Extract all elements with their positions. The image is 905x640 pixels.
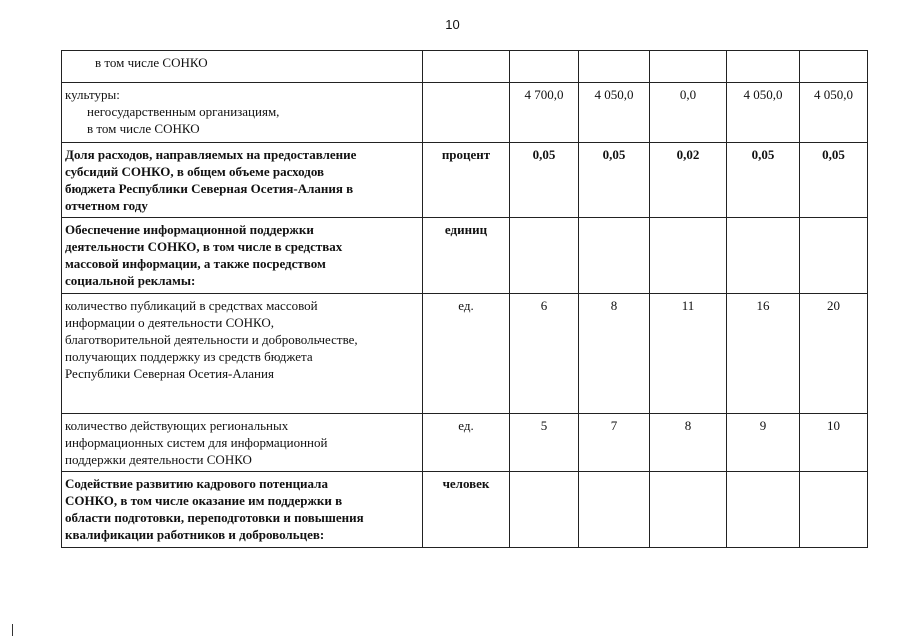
indicator-description-cell (62, 294, 423, 414)
indicator-description-line: поддержки деятельности СОНКО (65, 452, 252, 467)
value-cell-year-4: 16 (727, 294, 800, 414)
value-cell-year-3: 8 (650, 414, 727, 472)
indicator-description-line: Республики Северная Осетия-Алания (65, 366, 274, 381)
value-cell-year-4 (727, 218, 800, 294)
indicator-description-cell (62, 83, 423, 143)
indicator-description-line: субсидий СОНКО, в общем объеме расходов (65, 164, 325, 179)
table-row (62, 472, 868, 548)
indicator-description-line: негосударственным организациям, (87, 104, 280, 119)
value-cell-year-3 (650, 51, 727, 83)
value-cell-year-3: 0,0 (650, 83, 727, 143)
value-cell-year-2: 7 (579, 414, 650, 472)
indicator-description-line: бюджета Республики Северная Осетия-Алания в (65, 181, 354, 196)
unit-cell: единиц (423, 218, 510, 294)
table-row (62, 218, 868, 294)
page-number: 10 (445, 17, 460, 32)
table-row (62, 83, 868, 143)
value-cell-year-3 (650, 472, 727, 548)
indicator-description-cell (62, 414, 423, 472)
value-cell-year-1: 5 (510, 414, 579, 472)
value-cell-year-4 (727, 51, 800, 83)
value-cell-year-2: 8 (579, 294, 650, 414)
indicator-description-line: в том числе СОНКО (87, 121, 200, 136)
value-cell-year-5 (800, 472, 868, 548)
indicator-description-line: Доля расходов, направляемых на предоставление (65, 147, 357, 162)
indicator-description-line: квалификации работников и добровольцев: (65, 527, 325, 542)
value-cell-year-1: 0,05 (510, 143, 579, 218)
scan-edge-mark (12, 624, 13, 636)
indicator-description-line: социальной рекламы: (65, 273, 196, 288)
unit-cell (423, 83, 510, 143)
value-cell-year-2 (579, 472, 650, 548)
indicator-description-line: количество действующих региональных (65, 418, 289, 433)
indicator-description-line: массовой информации, а также посредством (65, 256, 326, 271)
value-cell-year-5: 20 (800, 294, 868, 414)
indicator-description-line: Обеспечение информационной поддержки (65, 222, 314, 237)
table-row (62, 294, 868, 414)
indicator-description-line: благотворительной деятельности и добровольчестве, (65, 332, 358, 347)
indicator-description-line: области подготовки, переподготовки и повышения (65, 510, 364, 525)
value-cell-year-4: 9 (727, 414, 800, 472)
indicator-description-line: Содействие развитию кадрового потенциала (65, 476, 328, 491)
indicator-description-line: СОНКО, в том числе оказание им поддержки в (65, 493, 343, 508)
value-cell-year-2: 4 050,0 (579, 83, 650, 143)
value-cell-year-3: 0,02 (650, 143, 727, 218)
value-cell-year-2 (579, 51, 650, 83)
indicator-description-line: культуры: (65, 87, 120, 102)
value-cell-year-5 (800, 218, 868, 294)
unit-cell: ед. (423, 294, 510, 414)
value-cell-year-2: 0,05 (579, 143, 650, 218)
unit-cell: ед. (423, 414, 510, 472)
table-row (62, 143, 868, 218)
indicator-description-line: деятельности СОНКО, в том числе в средствах (65, 239, 343, 254)
indicator-description-line: отчетном году (65, 198, 148, 213)
value-cell-year-2 (579, 218, 650, 294)
indicator-description-cell (62, 143, 423, 218)
indicator-description-line: информации о деятельности СОНКО, (65, 315, 275, 330)
value-cell-year-1: 6 (510, 294, 579, 414)
value-cell-year-4 (727, 472, 800, 548)
unit-cell (423, 51, 510, 83)
value-cell-year-3 (650, 218, 727, 294)
table-body (62, 51, 868, 548)
indicator-description-cell (62, 51, 423, 83)
value-cell-year-1 (510, 472, 579, 548)
value-cell-year-1: 4 700,0 (510, 83, 579, 143)
table-row (62, 51, 868, 83)
value-cell-year-4: 4 050,0 (727, 83, 800, 143)
value-cell-year-4: 0,05 (727, 143, 800, 218)
indicator-description-cell (62, 472, 423, 548)
value-cell-year-5: 4 050,0 (800, 83, 868, 143)
value-cell-year-5 (800, 51, 868, 83)
value-cell-year-5: 0,05 (800, 143, 868, 218)
value-cell-year-1 (510, 51, 579, 83)
value-cell-year-3: 11 (650, 294, 727, 414)
indicator-description-line: количество публикаций в средствах массовой (65, 298, 318, 313)
indicator-description-cell (62, 218, 423, 294)
indicator-description-line: информационных систем для информационной (65, 435, 328, 450)
value-cell-year-1 (510, 218, 579, 294)
indicator-description-line: получающих поддержку из средств бюджета (65, 349, 313, 364)
unit-cell: человек (423, 472, 510, 548)
indicators-table (61, 50, 868, 548)
unit-cell: процент (423, 143, 510, 218)
table-row (62, 414, 868, 472)
indicator-description-line: в том числе СОНКО (95, 55, 208, 70)
value-cell-year-5: 10 (800, 414, 868, 472)
